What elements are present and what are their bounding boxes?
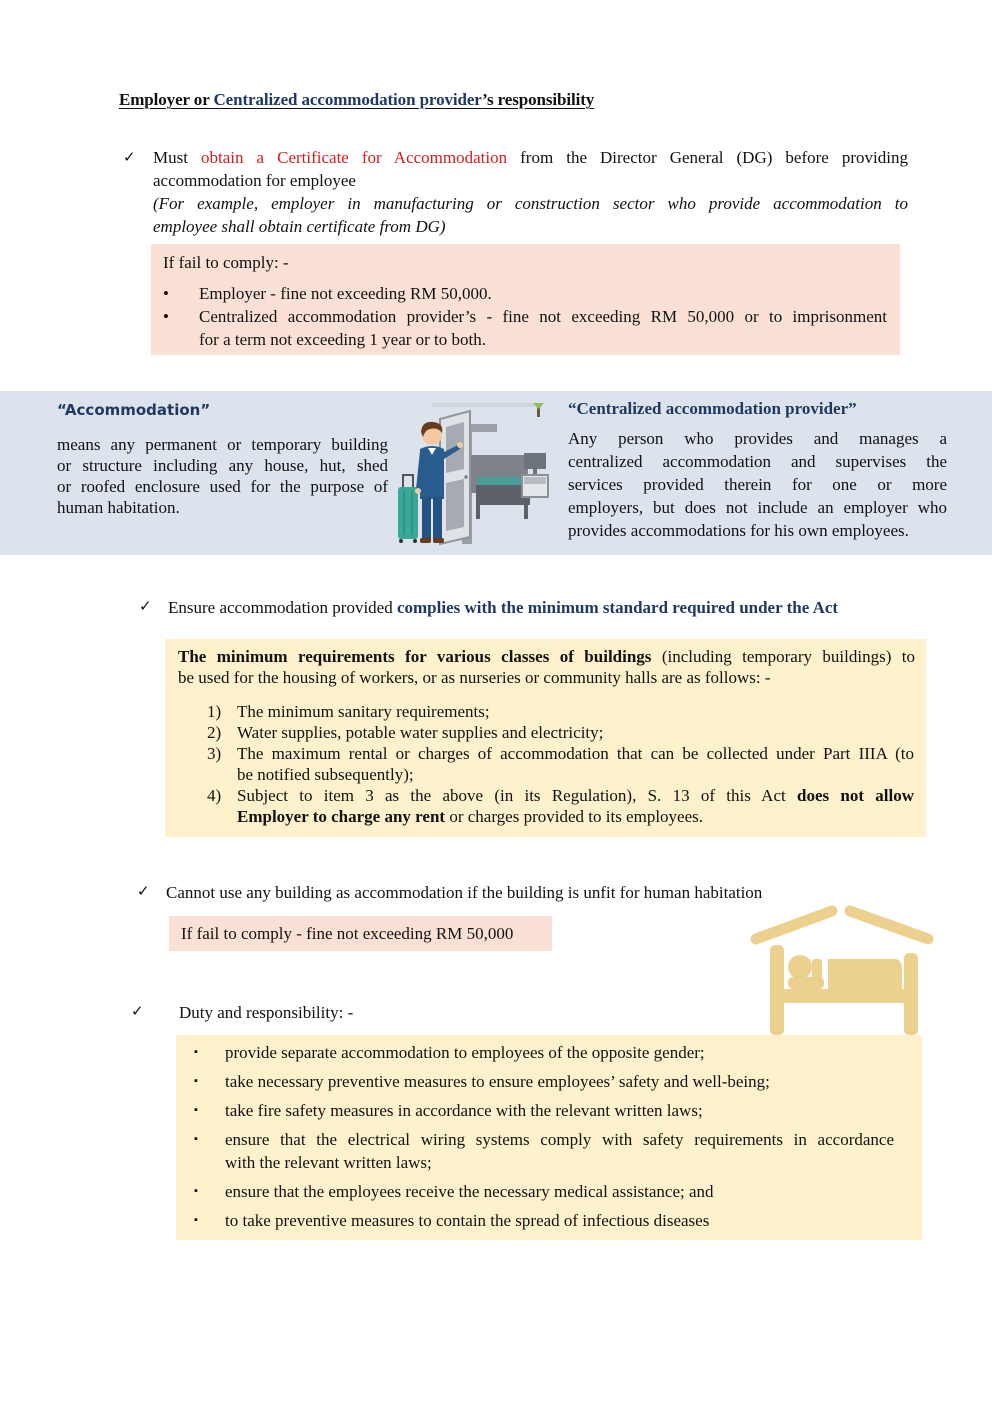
heading-part-provider: Centralized accommodation provider [213, 90, 483, 109]
requirements-list [207, 701, 914, 827]
penalty-list [163, 282, 887, 351]
minimum-standard-statement: Ensure accommodation provided complies with the minimum standard required under the Act [168, 598, 839, 617]
heading-part-employer: Employer or [119, 90, 214, 109]
requirement-item: 1) The minimum sanitary requirements; [207, 702, 490, 721]
example-line-2: employee shall obtain certificate from DG) [153, 217, 446, 236]
accommodation-definition-title: “Accommodation” [57, 401, 211, 419]
duty-item: ▪ ensure that the employees receive the necessary medical assistance; and [194, 1182, 714, 1201]
certificate-line-2: accommodation for employee [153, 171, 356, 190]
certificate-highlight: obtain a Certificate for Accommodation [201, 148, 508, 167]
provider-definition-body: Any person who provides and manages a centralized accommodation and supervises the services provided therein for one or more employers, but does not include an employer who provides accommodations for his own employees. [568, 429, 947, 540]
bullet-icon: • [163, 284, 169, 303]
duty-title: Duty and responsibility: - [179, 1003, 354, 1022]
requirement-item: 3) The maximum rental or charges of accommodation that can be collected under Part IIIA (to be notified subsequently); [207, 744, 914, 784]
person-at-door-illustration [392, 399, 552, 549]
checkmark-icon: ✓ [137, 882, 150, 900]
unfit-building-statement: Cannot use any building as accommodation if the building is unfit for human habitation [166, 883, 763, 902]
duty-item: ▪ ensure that the electrical wiring systems comply with safety requirements in accordance with the relevant written laws; [194, 1130, 894, 1172]
section-certificate [153, 146, 908, 238]
penalty-item: • Centralized accommodation provider’s - fine not exceeding RM 50,000 or to imprisonment for a term not exceeding 1 year or to both. [163, 307, 887, 349]
penalty-title: If fail to comply: - [163, 253, 289, 272]
accommodation-definition-body: means any permanent or temporary building or structure including any house, hut, shed or roofed enclosure used for the purpose of human habitation. [57, 435, 388, 517]
example-line-1: (For example, employer in manufacturing or construction sector who provide accommodation to [153, 194, 908, 213]
duty-item: ▪ provide separate accommodation to employees of the opposite gender; [194, 1043, 705, 1062]
heading-part-responsibility: ’s responsibility [482, 90, 595, 109]
definitions-band [0, 391, 992, 555]
square-bullet-icon: ▪ [194, 1046, 198, 1058]
certificate-line-1: Must obtain a Certificate for Accommodation from the Director General (DG) before providing [153, 148, 908, 167]
minimum-requirements-box [165, 639, 926, 837]
provider-definition-title: “Centralized accommodation provider” [568, 399, 857, 418]
square-bullet-icon: ▪ [194, 1104, 198, 1116]
page-heading [119, 90, 594, 110]
duty-list [194, 1041, 894, 1232]
requirements-intro: The minimum requirements for various classes of buildings (including temporary buildings) to be used for the housing of workers, or as nurseries or community halls are as follows: - [178, 647, 916, 687]
square-bullet-icon: ▪ [194, 1214, 198, 1226]
square-bullet-icon: ▪ [194, 1185, 198, 1197]
minimum-standard-highlight: complies with the minimum standard required under the Act [396, 598, 839, 617]
checkmark-icon: ✓ [123, 148, 136, 166]
duty-item: ▪ take fire safety measures in accordance with the relevant written laws; [194, 1101, 703, 1120]
requirement-item: 4) Subject to item 3 as the above (in its Regulation), S. 13 of this Act does not allow Employer to charge any rent or charges provided to its employees. [207, 786, 914, 826]
penalty-item: • Employer - fine not exceeding RM 50,000. [163, 284, 492, 303]
requirement-item: 2) Water supplies, potable water supplies and electricity; [207, 723, 604, 742]
duty-box [176, 1035, 922, 1240]
checkmark-icon: ✓ [139, 597, 152, 615]
unfit-penalty-text: If fail to comply - fine not exceeding RM 50,000 [181, 924, 514, 943]
penalty-box-unfit [169, 916, 552, 951]
square-bullet-icon: ▪ [194, 1075, 198, 1087]
duty-item: ▪ take necessary preventive measures to ensure employees’ safety and well-being; [194, 1072, 770, 1091]
penalty-box-certificate [151, 244, 900, 355]
duty-item: ▪ to take preventive measures to contain the spread of infectious diseases [194, 1211, 710, 1230]
bullet-icon: • [163, 307, 169, 326]
bed-under-roof-icon [748, 903, 936, 1035]
checkmark-icon: ✓ [131, 1002, 144, 1020]
square-bullet-icon: ▪ [194, 1133, 198, 1145]
